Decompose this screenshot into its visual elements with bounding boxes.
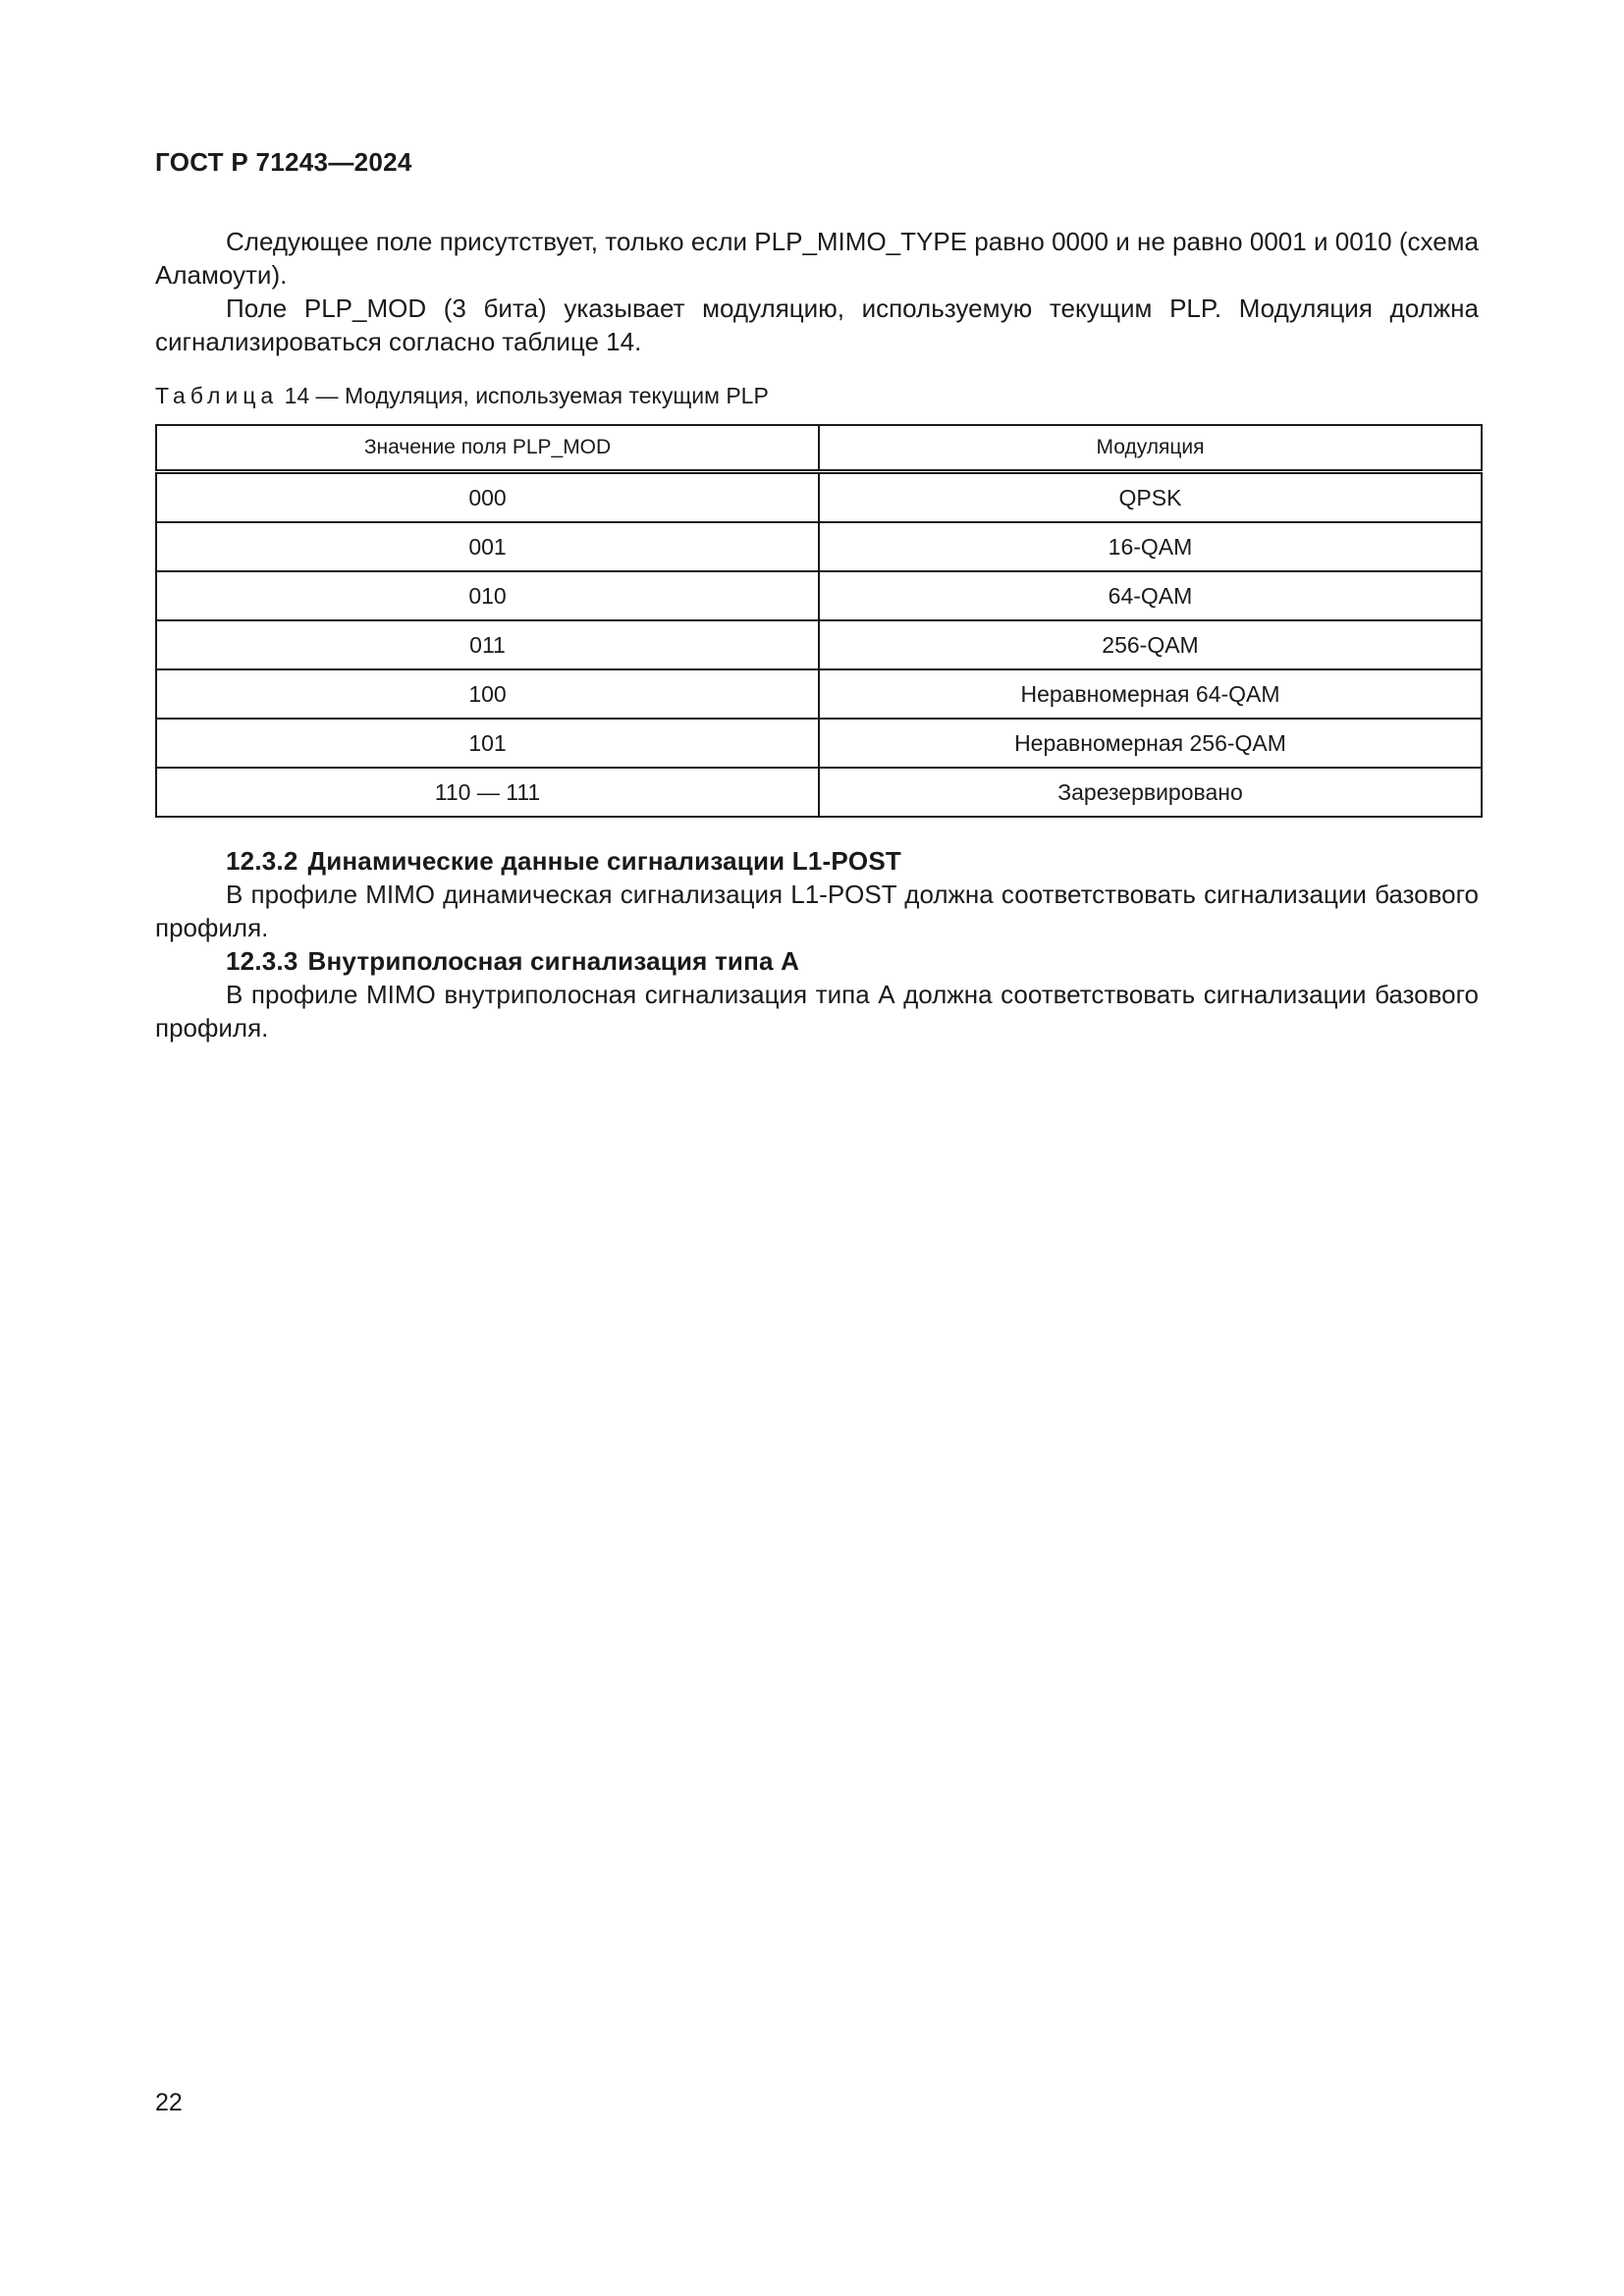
table-row	[156, 472, 1482, 523]
page-number: 22	[155, 2089, 183, 2116]
table-caption-label: Таблица	[155, 383, 279, 408]
table-cell: 16-QAM	[819, 522, 1482, 571]
table-header-row	[156, 425, 1482, 472]
table-cell: 101	[156, 719, 819, 768]
table-cell: 010	[156, 571, 819, 620]
table-cell: 001	[156, 522, 819, 571]
table-cell: 64-QAM	[819, 571, 1482, 620]
table-cell: 000	[156, 472, 819, 523]
section-title: Внутриполосная сигнализация типа А	[307, 946, 800, 976]
table-row	[156, 620, 1482, 669]
table-cell: 100	[156, 669, 819, 719]
paragraph: В профиле MIMO внутриполосная сигнализация типа А должна соответствовать сигнализации базового профиля.	[155, 980, 1479, 1042]
intro-text	[155, 225, 1479, 358]
table-cell: 110 — 111	[156, 768, 819, 817]
paragraph: В профиле MIMO динамическая сигнализация L1-POST должна соответствовать сигнализации базового профиля.	[155, 880, 1479, 942]
paragraph: Следующее поле присутствует, только если PLP_MIMO_TYPE равно 0000 и не равно 0001 и 0010 (схема Аламоути).	[155, 227, 1479, 290]
table-caption-title: 14 — Модуляция, используемая текущим PLP	[284, 383, 769, 408]
section-number: 12.3.3	[226, 946, 298, 976]
table-cell: QPSK	[819, 472, 1482, 523]
table-cell: 256-QAM	[819, 620, 1482, 669]
table-row	[156, 669, 1482, 719]
section-title: Динамические данные сигнализации L1-POST	[307, 846, 901, 876]
table-row	[156, 522, 1482, 571]
table-row	[156, 768, 1482, 817]
column-header: Значение поля PLP_MOD	[156, 425, 819, 472]
table-cell: Неравномерная 256-QAM	[819, 719, 1482, 768]
section-heading	[155, 844, 1479, 878]
table-cell: 011	[156, 620, 819, 669]
column-header: Модуляция	[819, 425, 1482, 472]
modulation-table	[155, 424, 1481, 818]
table-row	[156, 571, 1482, 620]
table-row	[156, 719, 1482, 768]
table-cell: Неравномерная 64-QAM	[819, 669, 1482, 719]
table-cell: Зарезервировано	[819, 768, 1482, 817]
sections-text	[155, 844, 1479, 1044]
section-heading	[155, 944, 1479, 978]
section-number: 12.3.2	[226, 846, 298, 876]
document-header: ГОСТ Р 71243—2024	[155, 147, 412, 177]
table-caption	[155, 381, 769, 410]
paragraph: Поле PLP_MOD (3 бита) указывает модуляцию, используемую текущим PLP. Модуляция должна сигнализироваться согласно таблице 14.	[155, 294, 1479, 356]
